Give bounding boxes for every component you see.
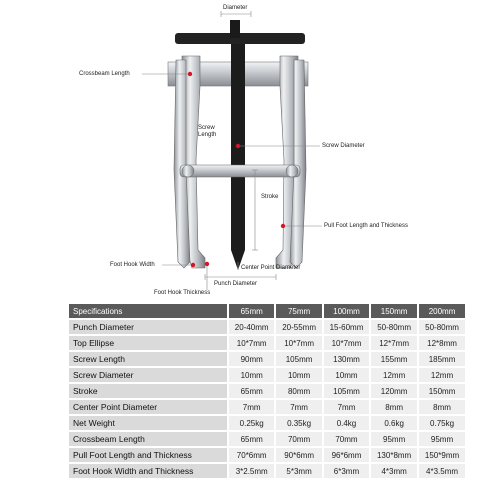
spec-name-cell: Punch Diameter [69, 320, 227, 334]
spec-value-cell: 80mm [276, 384, 321, 398]
middle-bar [180, 165, 300, 177]
label-foot-hook-thickness: Foot Hook Thickness [154, 290, 211, 296]
spec-value-cell: 185mm [419, 352, 465, 366]
spec-value-cell: 50-80mm [371, 320, 417, 334]
spec-value-cell: 90mm [229, 352, 274, 366]
spec-value-cell: 7mm [324, 400, 369, 414]
spec-value-cell: 20-55mm [276, 320, 321, 334]
table-row [69, 400, 465, 414]
label-pull-foot: Pull Foot Length and Thickness [324, 223, 408, 229]
table-row [69, 432, 465, 446]
header-cell: 200mm [419, 304, 465, 318]
spec-value-cell: 10mm [324, 368, 369, 382]
spec-value-cell: 90*6mm [276, 448, 321, 462]
spec-value-cell: 8mm [419, 400, 465, 414]
spec-value-cell: 8mm [371, 400, 417, 414]
table-row [69, 336, 465, 350]
spec-value-cell: 70mm [324, 432, 369, 446]
spec-value-cell: 3*2.5mm [229, 464, 274, 478]
spec-value-cell: 12mm [371, 368, 417, 382]
label-center-point-diameter: Center Point Diameter [241, 265, 301, 271]
spec-value-cell: 105mm [324, 384, 369, 398]
header-cell: 75mm [276, 304, 321, 318]
spec-name-cell: Stroke [69, 384, 227, 398]
header-cell: 100mm [324, 304, 369, 318]
spec-value-cell: 130*8mm [371, 448, 417, 462]
spec-value-cell: 15-60mm [324, 320, 369, 334]
spec-value-cell: 96*6mm [324, 448, 369, 462]
spec-value-cell: 150*9mm [419, 448, 465, 462]
spec-value-cell: 5*3mm [276, 464, 321, 478]
spec-name-cell: Top Ellipse [69, 336, 227, 350]
spec-value-cell: 105mm [276, 352, 321, 366]
table-row [69, 464, 465, 478]
spec-value-cell: 150mm [419, 384, 465, 398]
spec-value-cell: 65mm [229, 432, 274, 446]
spec-value-cell: 65mm [229, 384, 274, 398]
specifications-table [67, 302, 467, 480]
spec-value-cell: 70*6mm [229, 448, 274, 462]
spec-value-cell: 130mm [324, 352, 369, 366]
spec-value-cell: 12*7mm [371, 336, 417, 350]
header-cell: Specifications [69, 304, 227, 318]
spec-value-cell: 95mm [371, 432, 417, 446]
header-cell: 150mm [371, 304, 417, 318]
spec-value-cell: 7mm [229, 400, 274, 414]
spec-name-cell: Pull Foot Length and Thickness [69, 448, 227, 462]
spec-name-cell: Net Weight [69, 416, 227, 430]
spec-value-cell: 4*3mm [371, 464, 417, 478]
table-row [69, 320, 465, 334]
spec-value-cell: 10mm [276, 368, 321, 382]
spec-value-cell: 0.4kg [324, 416, 369, 430]
spec-name-cell: Screw Length [69, 352, 227, 366]
spec-value-cell: 10*7mm [229, 336, 274, 350]
spec-value-cell: 12*8mm [419, 336, 465, 350]
spec-name-cell: Crossbeam Length [69, 432, 227, 446]
spec-value-cell: 0.75kg [419, 416, 465, 430]
spec-value-cell: 10*7mm [276, 336, 321, 350]
spec-value-cell: 70mm [276, 432, 321, 446]
table-row [69, 368, 465, 382]
label-foot-hook-width: Foot Hook Width [110, 262, 155, 268]
spec-value-cell: 120mm [371, 384, 417, 398]
t-handle-top [230, 20, 240, 38]
table-row [69, 448, 465, 462]
spec-value-cell: 155mm [371, 352, 417, 366]
spec-value-cell: 4*3.5mm [419, 464, 465, 478]
spec-value-cell: 0.35kg [276, 416, 321, 430]
spec-value-cell: 12mm [419, 368, 465, 382]
label-stroke: Stroke [261, 194, 279, 200]
spec-value-cell: 6*3mm [324, 464, 369, 478]
spec-value-cell: 20-40mm [229, 320, 274, 334]
spec-name-cell: Screw Diameter [69, 368, 227, 382]
table-row [69, 416, 465, 430]
spec-value-cell: 7mm [276, 400, 321, 414]
spec-name-cell: Foot Hook Width and Thickness [69, 464, 227, 478]
table-row [69, 352, 465, 366]
label-screw-diameter: Screw Diameter [322, 143, 365, 149]
spec-value-cell: 95mm [419, 432, 465, 446]
spec-value-cell: 50-80mm [419, 320, 465, 334]
spec-name-cell: Center Point Diameter [69, 400, 227, 414]
spec-value-cell: 0.25kg [229, 416, 274, 430]
label-punch-diameter: Punch Diameter [214, 281, 258, 287]
table-header-row [69, 304, 465, 318]
table-row [69, 384, 465, 398]
label-screw-length: Screw Length [198, 125, 217, 138]
spec-value-cell: 10mm [229, 368, 274, 382]
spec-value-cell: 10*7mm [324, 336, 369, 350]
header-cell: 65mm [229, 304, 274, 318]
label-diameter: Diameter [223, 5, 248, 11]
label-crossbeam-length: Crossbeam Length [79, 71, 130, 77]
spec-value-cell: 0.6kg [371, 416, 417, 430]
